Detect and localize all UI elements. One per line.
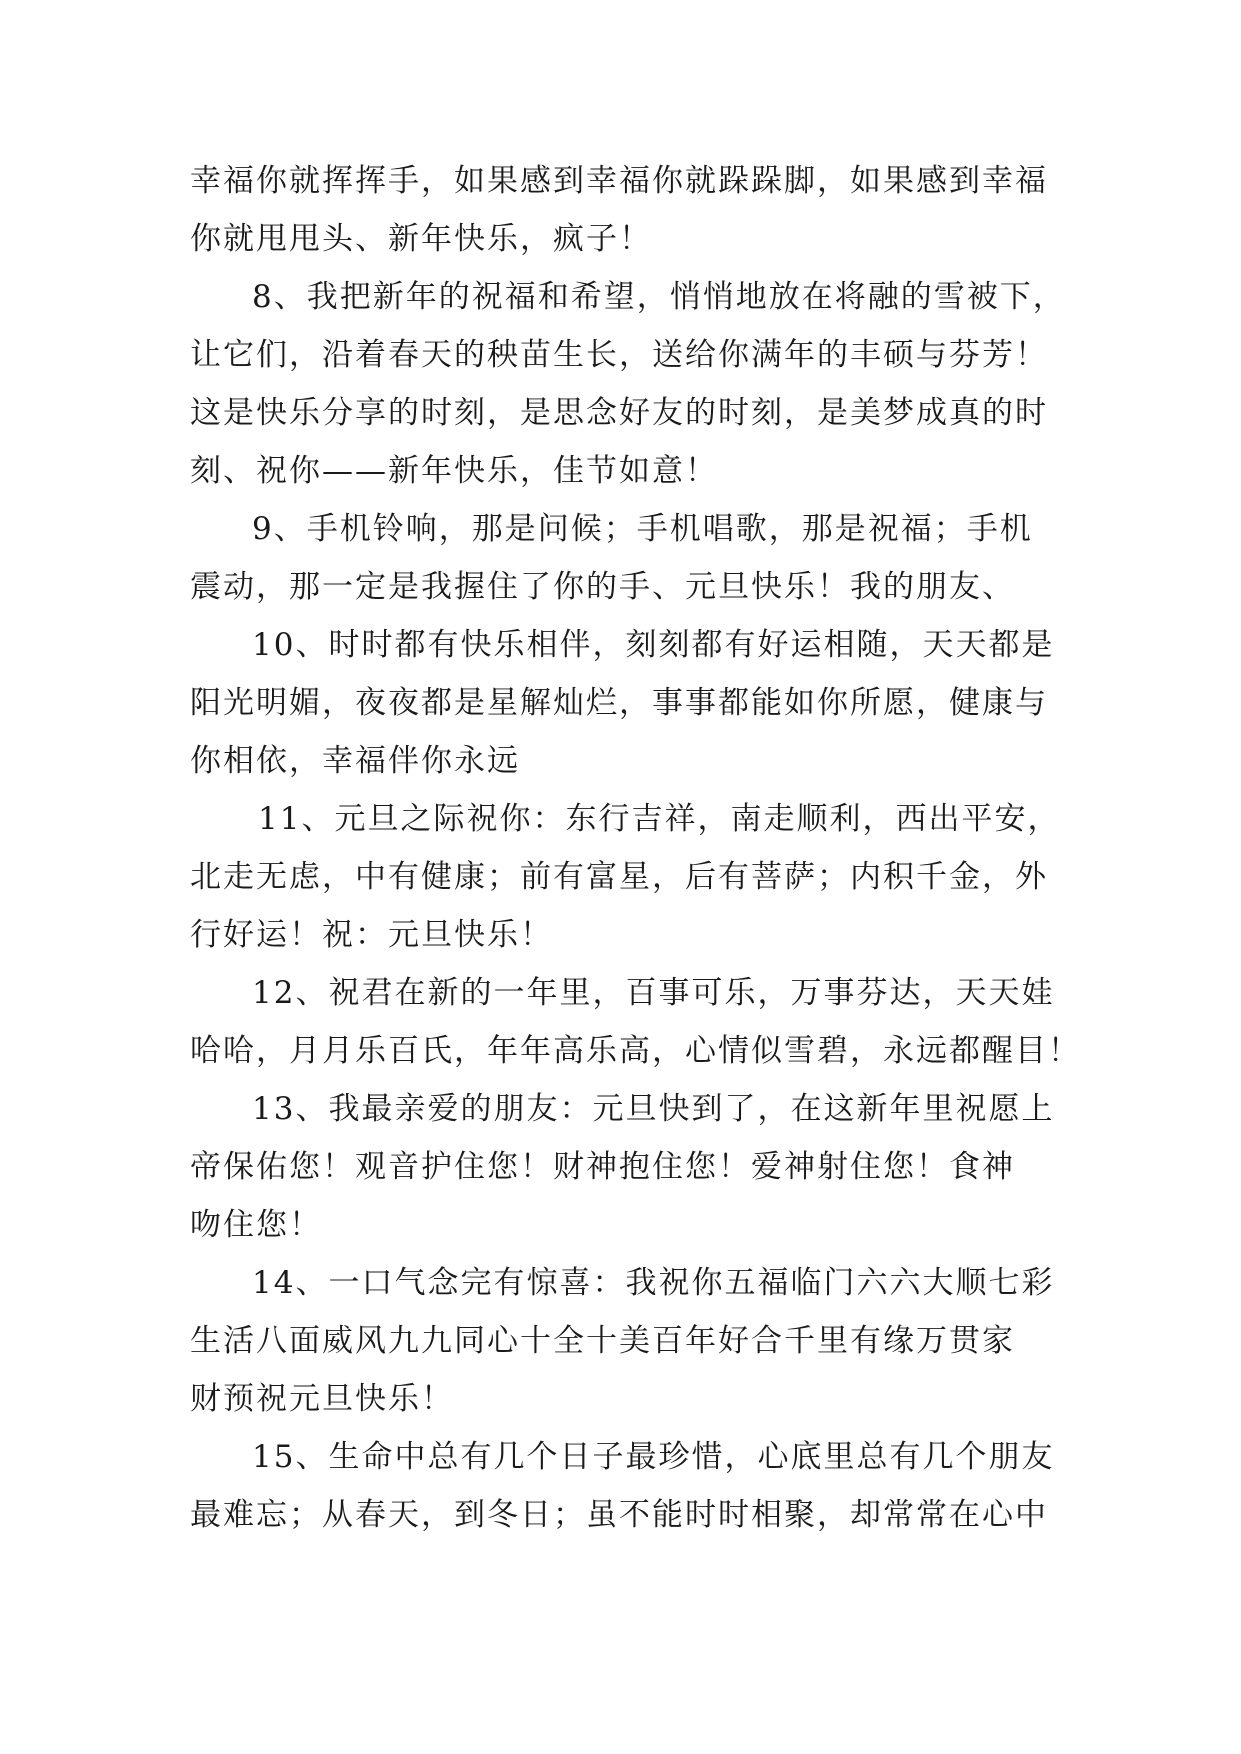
text-line: 生活八面威风九九同心十全十美百年好合千里有缘万贯家 [190,1323,1015,1359]
text-line: 这是快乐分享的时刻，是思念好友的时刻，是美梦成真的时 [190,395,1048,431]
text-line: 阳光明媚，夜夜都是星解灿烂，事事都能如你所愿，健康与 [190,685,1048,721]
text-line: 8、我把新年的祝福和希望，悄悄地放在将融的雪被下， [252,279,1066,315]
text-line: 15、生命中总有几个日子最珍惜，心底里总有几个朋友 [252,1439,1055,1475]
document-body [190,152,1081,1544]
text-line: 11、元旦之际祝你：东行吉祥，南走顺利，西出平安， [258,801,1061,837]
paragraph-7-continuation [190,152,1060,268]
paragraph-9 [190,500,1060,616]
text-line: 14、一口气念完有惊喜：我祝你五福临门六六大顺七彩 [252,1265,1055,1301]
text-line: 哈哈，月月乐百氏，年年高乐高，心情似雪碧，永远都醒目！ [190,1033,1081,1069]
text-line: 你就甩甩头、新年快乐，疯子！ [190,221,652,257]
paragraph-12 [190,964,1081,1080]
paragraph-13 [190,1080,1060,1254]
text-line: 帝保佑您！观音护住您！财神抱住您！爱神射住您！食神 [190,1149,1015,1185]
text-line: 财预祝元旦快乐！ [190,1381,454,1417]
text-line: 行好运！祝：元旦快乐！ [190,917,553,953]
text-line: 12、祝君在新的一年里，百事可乐，万事芬达，天天娃 [252,975,1055,1011]
paragraph-11 [190,790,1060,964]
text-line: 幸福你就挥挥手，如果感到幸福你就跺跺脚，如果感到幸福 [190,163,1048,199]
text-line: 震动，那一定是我握住了你的手、元旦快乐！我的朋友、 [190,569,1015,605]
text-line: 刻、祝你——新年快乐，佳节如意！ [190,453,718,489]
text-line: 吻住您！ [190,1207,322,1243]
paragraph-10 [190,616,1060,790]
text-line: 9、手机铃响，那是问候；手机唱歌，那是祝福；手机 [252,511,1033,547]
paragraph-8 [190,268,1066,500]
text-line: 最难忘；从春天，到冬日；虽不能时时相聚，却常常在心中 [190,1497,1048,1533]
text-line: 你相依，幸福伴你永远 [190,743,520,779]
text-line: 北走无虑，中有健康；前有富星，后有菩萨；内积千金，外 [190,859,1048,895]
paragraph-15 [190,1428,1060,1544]
text-line: 10、时时都有快乐相伴，刻刻都有好运相随，天天都是 [252,627,1055,663]
text-line: 13、我最亲爱的朋友：元旦快到了，在这新年里祝愿上 [252,1091,1055,1127]
paragraph-14 [190,1254,1060,1428]
text-line: 让它们，沿着春天的秧苗生长，送给你满年的丰硕与芬芳！ [190,337,1048,373]
